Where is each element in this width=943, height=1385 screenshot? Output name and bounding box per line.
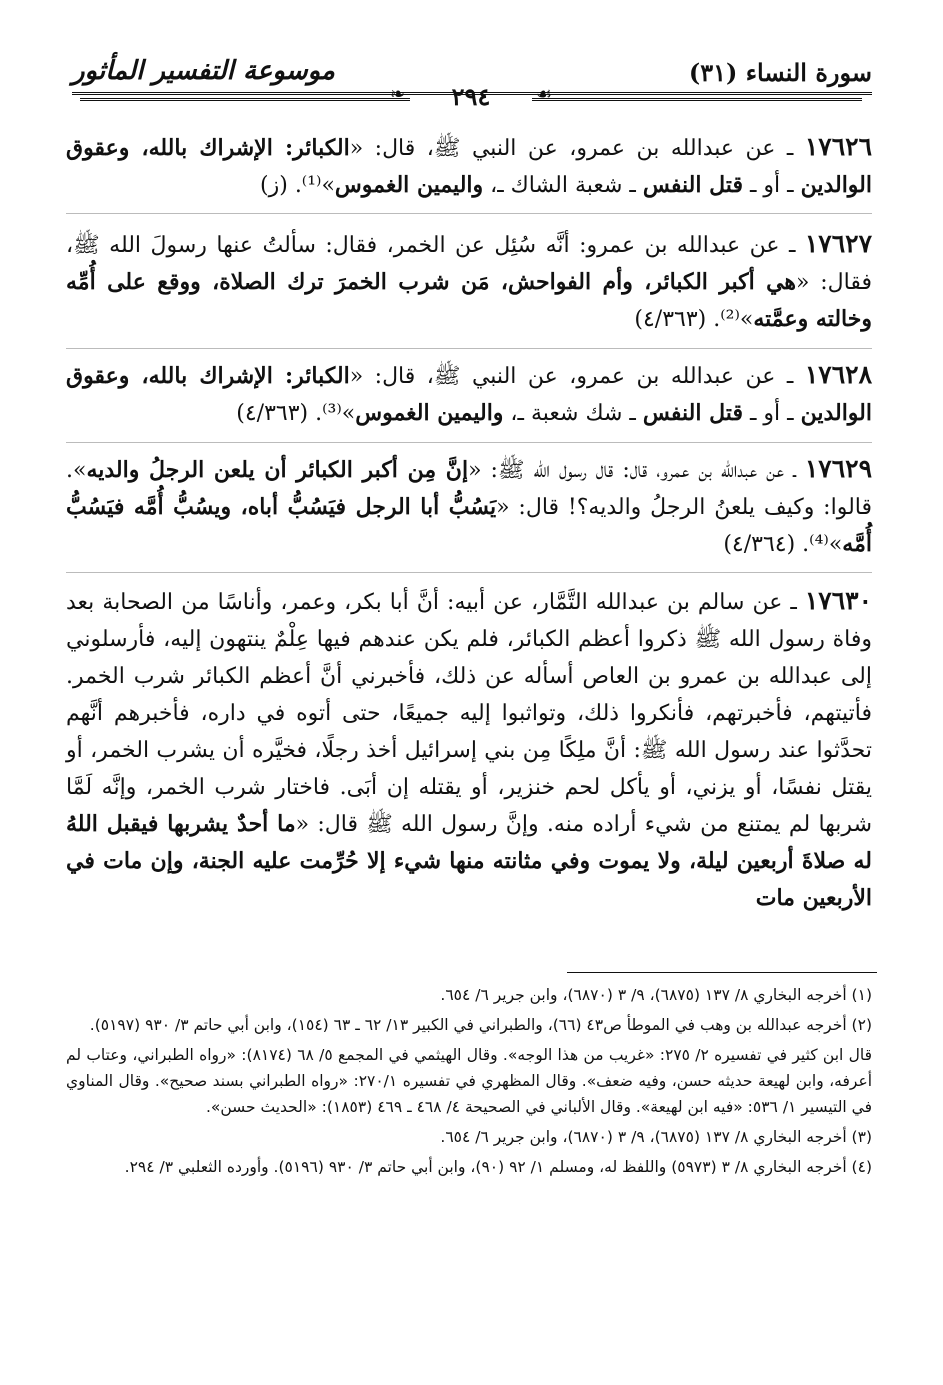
hadith-text: ». قالوا: وكيف يلعنُ الرجلُ والديه؟! قال: «	[66, 458, 872, 520]
hadith-entry	[66, 450, 872, 563]
hadith-number: ١٧٦٢٧	[804, 229, 872, 258]
hadith-entry	[66, 356, 872, 432]
hadith-quote: الكبائر: الإشراك بالله، وعقوق الوالدين	[66, 363, 872, 426]
ornament-rule-left	[80, 98, 410, 101]
ornament-rule-right	[532, 98, 862, 101]
hadith-text: ـ عن عبدالله بن عمرو: أنَّه سُئِل عن الخمر، فقال: سألتُ عنها رسولَ الله ﷺ، فقال: «	[66, 233, 872, 295]
hadith-entry	[66, 225, 872, 338]
hadith-number: ١٧٦٢٦	[804, 132, 873, 161]
hadith-quote: قتل النفس	[642, 172, 743, 198]
hadith-quote: إنَّ مِن أكبر الكبائر أن يلعن الرجلُ والديه	[86, 457, 469, 483]
hadith-entry	[66, 128, 872, 204]
hadith-text: ـ عن عبدالله بن عمرو، عن النبي ﷺ، قال: «	[349, 136, 805, 161]
entry-separator	[66, 442, 872, 443]
book-title: موسوعة التفسير المأثور	[72, 56, 335, 86]
hadith-number: ١٧٦٢٩	[804, 454, 872, 483]
ornament-icon: ❧	[390, 84, 406, 105]
entry-separator	[66, 572, 872, 573]
entry-separator	[66, 348, 872, 349]
ornament-icon: ☙	[535, 84, 552, 105]
hadith-entry	[66, 582, 872, 917]
entry-separator	[66, 213, 872, 214]
hadith-text: ـ عن سالم بن عبدالله التَّمَّار، عن أبيه: أنَّ أبا بكر، وعمر، وأناسًا من الصحابة بعد وفاة رسول الله ﷺ ذكروا أعظم الكبائر، فلم يكن عندهم فيها عِلْمٌ ينتهون إليه، فأرسلوني إلى عبدالله بن عمرو بن العاص أسأله عن ذلك، فأخبرني أنَّ أعظم الكبائر شرب الخمر. فأتيتهم، فأخبرتهم، فأنكروا ذلك، وتواثبوا إليه جميعًا، حتى أتوه في داره، فأخبرهم أنَّهم تحدَّثوا عند رسول الله ﷺ: أنَّ ملِكًا مِن بني إسرائيل أخذ رجلًا، فخيَّره أن يشرب الخمر، أو يقتل نفسًا، أو يزني، أو يأكل لحم خنزير، أو يقتله إن أبَى. فاختار شرب الخمر، وإنَّه لَمَّا شربها لم يمتنع من شيء أراده منه. وإنَّ رسول الله ﷺ قال: «	[66, 590, 873, 837]
hadith-quote: واليمين الغموس	[355, 400, 504, 426]
hadith-citation: »⁽⁴⁾. (٤/٣٦٤)	[723, 532, 843, 557]
footnotes	[66, 982, 872, 1184]
hadith-text: ـ شك شعبة ـ،	[503, 401, 643, 426]
hadith-text: ـ شعبة الشاك ـ،	[483, 173, 643, 198]
surah-title: سورة النساء (٣١)	[688, 58, 872, 87]
hadith-text: ـ أو ـ	[742, 173, 801, 198]
hadith-quote: واليمين الغموس	[334, 172, 484, 198]
hadith-quote: الكبائر: الإشراك بالله، وعقوق الوالدين	[66, 135, 872, 198]
hadith-text: ـ عن عبدالله بن عمرو، قال: قال رسول الله ﷺ: «	[468, 458, 805, 483]
footnote: قال ابن كثير في تفسيره ٢/ ٢٧٥: «غريب من هذا الوجه». وقال الهيثمي في المجمع ٥/ ٦٨ (٨١٧٤): «رواه الطبراني، وعتاب لم أعرفه، وابن لهيعة حديثه حسن، وفيه ضعف». وقال المظهري في تفسيره ٢٧٠/١: «رواه الطبراني بسند صحيح». وقال المناوي في التيسير ١/ ٥٣٦: «فيه ابن لهيعة». وقال الألباني في الصحيحة ٤/ ٤٦٨ ـ ٤٦٩ (١٨٥٣): «الحديث حسن».	[66, 1046, 873, 1116]
page-number-row	[60, 82, 882, 112]
footnote: (٤) أخرجه البخاري ٨/ ٣ (٥٩٧٣) واللفظ له، ومسلم ١/ ٩٢ (٩٠)، وابن أبي حاتم ٣/ ٩٣٠ (٥١٩٦). وأورده الثعلبي ٣/ ٢٩٤.	[124, 1158, 872, 1176]
footnote: (٣) أخرجه البخاري ٨/ ١٣٧ (٦٨٧٥)، ٩/ ٣ (٦٨٧٠)، وابن جرير ٦/ ٦٥٤.	[440, 1128, 872, 1146]
hadith-quote: ما أحدٌ يشربها فيقبل اللهُ له صلاةَ أربعين ليلة، ولا يموت وفي مثانته منها شيء إلا حُرِّمت عليه الجنة، وإن مات في الأربعين مات	[66, 811, 872, 911]
hadith-quote: يَسُبُّ أبا الرجل فيَسُبُّ أباه، ويسُبُّ أُمَّه فيَسُبُّ أُمَّه	[66, 494, 872, 557]
footnote-rule	[567, 972, 877, 973]
hadith-number: ١٧٦٢٨	[804, 360, 873, 389]
hadith-citation: »⁽³⁾. (٤/٣٦٣)	[236, 401, 356, 426]
hadith-citation: »⁽²⁾. (٤/٣٦٣)	[634, 307, 754, 332]
hadith-text: ـ أو ـ	[742, 401, 801, 426]
hadith-citation: »⁽¹⁾. (ز)	[260, 173, 335, 198]
hadith-text: ـ عن عبدالله بن عمرو، عن النبي ﷺ، قال: «	[349, 364, 805, 389]
hadith-quote: قتل النفس	[642, 400, 743, 426]
footnote: (١) أخرجه البخاري ٨/ ١٣٧ (٦٨٧٥)، ٩/ ٣ (٦٨٧٠)، وابن جرير ٦/ ٦٥٤.	[440, 986, 872, 1004]
page-number: ٢٩٤	[451, 82, 491, 111]
footnote: (٢) أخرجه عبدالله بن وهب في الموطأ ص٤٣ (٦٦)، والطبراني في الكبير ١٣/ ٦٢ ـ ٦٣ (١٥٤)، وابن أبي حاتم ٣/ ٩٣٠ (٥١٩٧).	[89, 1016, 872, 1034]
hadith-number: ١٧٦٣٠	[804, 586, 872, 615]
hadith-quote: هي أكبر الكبائر، وأم الفواحش، مَن شرب الخمرَ ترك الصلاة، ووقع على أُمِّه وخالته وعمَّته	[66, 269, 872, 332]
